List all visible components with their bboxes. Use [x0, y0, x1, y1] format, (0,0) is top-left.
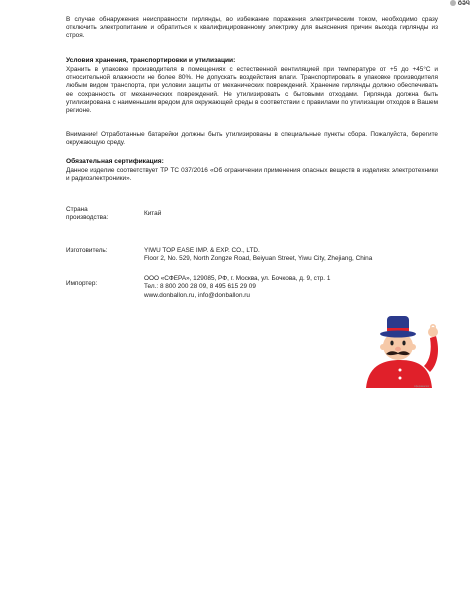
batteries-paragraph: Внимание! Отработанные батарейки должны быть утилизированы в специальные пункты сбора. Пожалуйста, берегите окружающую среду.	[66, 131, 438, 147]
country-label	[66, 206, 108, 223]
safety-paragraph: В случае обнаружения неисправности гирлянды, во избежание поражения электрическим током, необходимо сразу отключить электропитание и обратиться к квалифицированному электрику для выяснения причин выхода гирлянды из строя.	[66, 16, 438, 40]
certification-title: Обязательная сертификация:	[66, 158, 164, 165]
brand-logo-text: ӧӛӵ	[457, 0, 470, 7]
bulb-icon	[450, 0, 456, 6]
country-label-line-1: Страна	[66, 206, 88, 213]
manufacturer-line-2: Floor 2, No. 529, North Zongze Road, Beiyuan Street, Yiwu City, Zhejiang, China	[144, 255, 373, 263]
country-label-line-2: производства:	[66, 214, 109, 222]
mascot-illustration	[360, 310, 444, 388]
brand-logo	[426, 0, 470, 8]
importer-value	[144, 275, 330, 300]
storage-paragraph: Хранить в упаковке производителя в помещениях с естественной вентиляцией при температуре от +5 до +45°С и относительной влажности не более 80%. Не допускать воздействия влаги. Транспортировать в упаковке производителя любым видом транспорта, при условии защиты от механических повреждений. Хранение гирлянды должно обеспечивать ее сохранность от механических повреждений. Не утилизировать с бытовыми отходами. Гирлянда должна быть утилизирована с наименьшим вредом для окружающей среды в соответствии с правилами по утилизации отходов в Вашем регионе.	[66, 66, 438, 115]
country-value: Китай	[144, 210, 162, 217]
certification-paragraph: Данное изделие соответствует ТР ТС 037/2016 «Об ограничении применения опасных веществ в изделиях электротехники и радиоэлектроники».	[66, 167, 438, 183]
mascot-caption: сферамаскот	[414, 385, 430, 388]
storage-title: Условия хранения, транспортировки и утилизации:	[66, 57, 236, 64]
manufacturer-line-1: YIWU TOP EASE IMP. & EXP. CO., LTD.	[144, 247, 260, 254]
importer-line-3: www.donballon.ru, info@donballon.ru	[144, 291, 250, 299]
importer-line-1: ООО «СФЕРА», 129085, РФ, г. Москва, ул. Бочкова, д. 9, стр. 1	[144, 275, 331, 282]
importer-label: Импортер:	[66, 280, 98, 287]
importer-line-2: Тел.: 8 800 200 28 09, 8 495 615 29 09	[144, 283, 256, 291]
manufacturer-label: Изготовитель:	[66, 247, 108, 254]
manufacturer-value	[144, 247, 372, 264]
